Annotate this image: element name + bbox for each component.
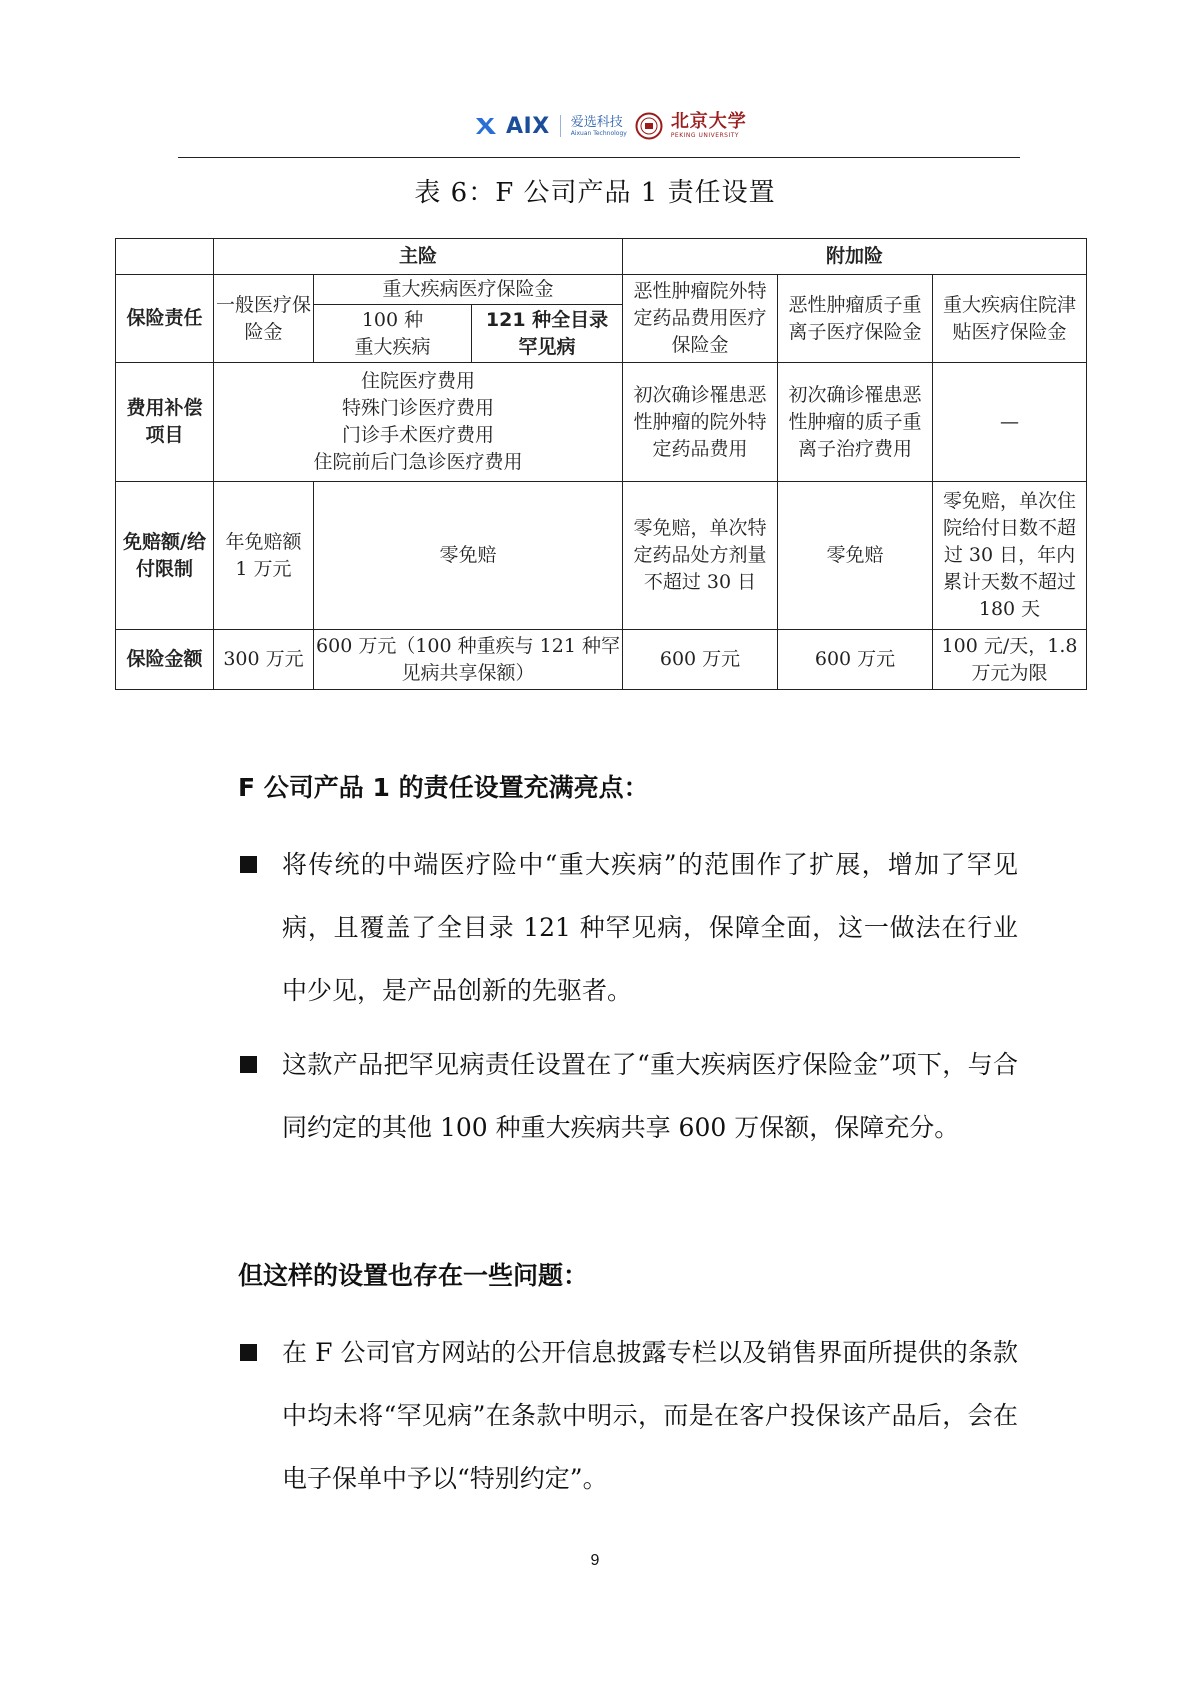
aix-subtitle (571, 116, 627, 137)
header-rule (178, 157, 1020, 158)
expense-rider1-cell: 初次确诊罹患恶性肿瘤的院外特定药品费用 (623, 363, 778, 482)
amount-general-cell: 300 万元 (214, 630, 314, 690)
row-label-deductible (116, 482, 214, 630)
rare-121-cell (472, 305, 623, 363)
expense-main-cell (214, 363, 623, 482)
amount-critical-cell: 600 万元（100 种重疾与 121 种罕见病共享保额） (314, 630, 623, 690)
amount-rider3-cell: 100 元/天，1.8 万元为限 (933, 630, 1087, 690)
pku-name (671, 113, 747, 139)
row-label-expense (116, 363, 214, 482)
bullet-list-2 (238, 1321, 1018, 1510)
expense-main-line1: 住院医疗费用 (361, 370, 476, 392)
deductible-general-line2: 1 万元 (235, 557, 292, 580)
deductible-general-cell (214, 482, 314, 630)
row-label-deductible-line2: 付限制 (135, 557, 193, 580)
section1-heading-block (238, 768, 1018, 804)
table-caption: 表 6：F 公司产品 1 责任设置 (414, 178, 776, 208)
deductible-critical-cell: 零免赔 (314, 482, 623, 630)
rare-121-line2: 罕见病 (518, 335, 576, 358)
table-row (116, 482, 1087, 630)
table-row (116, 275, 1087, 305)
pku-seal-icon (635, 112, 663, 140)
rider2-liability-cell: 恶性肿瘤质子重离子医疗保险金 (778, 275, 933, 363)
expense-main-line4: 住院前后门急诊医疗费用 (313, 451, 523, 473)
row-label-expense-line2: 项目 (145, 424, 184, 446)
bullet-square-icon (240, 1344, 257, 1361)
bullet-text: 这款产品把罕见病责任设置在了“重大疾病医疗保险金”项下，与合同约定的其他 100 种重大疾病共享 600 万保额，保障充分。 (282, 1050, 1018, 1142)
logo-row (474, 106, 747, 146)
general-medical-cell: 一般医疗保险金 (214, 275, 314, 363)
aix-brand-text: AIX (506, 113, 550, 139)
rare-121-line1: 121 种全目录 (485, 308, 609, 331)
aix-en-name: Aixuan Technology (570, 129, 627, 137)
bullet-text: 在 F 公司官方网站的公开信息披露专栏以及销售界面所提供的条款中均未将“罕见病”在条款中明示，而是在客户投保该产品后，会在电子保单中予以“特别约定”。 (282, 1338, 1018, 1493)
amount-rider2-cell: 600 万元 (778, 630, 933, 690)
table-row (116, 239, 1087, 275)
section2-heading: 但这样的设置也存在一些问题： (238, 1261, 589, 1290)
expense-main-line3: 门诊手术医疗费用 (342, 424, 495, 446)
aix-logo-icon (474, 114, 498, 138)
deductible-rider2-cell: 零免赔 (778, 482, 933, 630)
expense-rider2-cell: 初次确诊罹患恶性肿瘤的质子重离子治疗费用 (778, 363, 933, 482)
row-label-liability: 保险责任 (116, 275, 214, 363)
table-row (116, 363, 1087, 482)
rider3-liability-cell: 重大疾病住院津贴医疗保险金 (933, 275, 1087, 363)
deductible-rider1-cell: 零免赔，单次特定药品处方剂量不超过 30 日 (623, 482, 778, 630)
bullet-square-icon (240, 1056, 257, 1073)
expense-main-line2: 特殊门诊医疗费用 (342, 397, 495, 419)
list-item (238, 833, 1018, 1022)
aix-cn-name: 爱选科技 (570, 114, 623, 130)
critical-100-line2: 重大疾病 (354, 335, 431, 358)
page-number: 9 (590, 1552, 600, 1569)
bullet-text: 将传统的中端医疗险中“重大疾病”的范围作了扩展，增加了罕见病，且覆盖了全目录 121 种罕见病，保障全面，这一做法在行业中少见，是产品创新的先驱者。 (282, 850, 1018, 1005)
responsibility-table (115, 238, 1087, 690)
pku-en-name: PEKING UNIVERSITY (670, 132, 740, 139)
rider-insurance-header: 附加险 (623, 239, 1087, 275)
list-item (238, 1033, 1018, 1159)
rider1-liability-cell: 恶性肿瘤院外特定药品费用医疗保险金 (623, 275, 778, 363)
pku-cn-name: 北京大学 (670, 111, 747, 132)
bullet-list-1 (238, 833, 1018, 1159)
table-corner-cell (116, 239, 214, 275)
deductible-rider3-cell: 零免赔，单次住院给付日数不超过 30 日，年内累计天数不超过 180 天 (933, 482, 1087, 630)
critical-100-cell (314, 305, 472, 363)
critical-100-line1: 100 种 (361, 308, 424, 331)
section1-heading: F 公司产品 1 的责任设置充满亮点： (238, 773, 649, 802)
bullet-square-icon (240, 856, 257, 873)
logo-divider (560, 115, 561, 137)
deductible-general-line1: 年免赔额 (225, 530, 302, 553)
critical-medical-cell: 重大疾病医疗保险金 (314, 275, 623, 305)
list-item (238, 1321, 1018, 1510)
section2-heading-block (238, 1256, 1018, 1292)
page-header (178, 100, 1020, 152)
row-label-amount: 保险金额 (116, 630, 214, 690)
row-label-expense-line1: 费用补偿 (126, 397, 203, 419)
expense-rider3-cell: — (933, 363, 1087, 482)
row-label-deductible-line1: 免赔额/给 (123, 530, 206, 553)
amount-rider1-cell: 600 万元 (623, 630, 778, 690)
table-row (116, 630, 1087, 690)
main-insurance-header: 主险 (214, 239, 623, 275)
